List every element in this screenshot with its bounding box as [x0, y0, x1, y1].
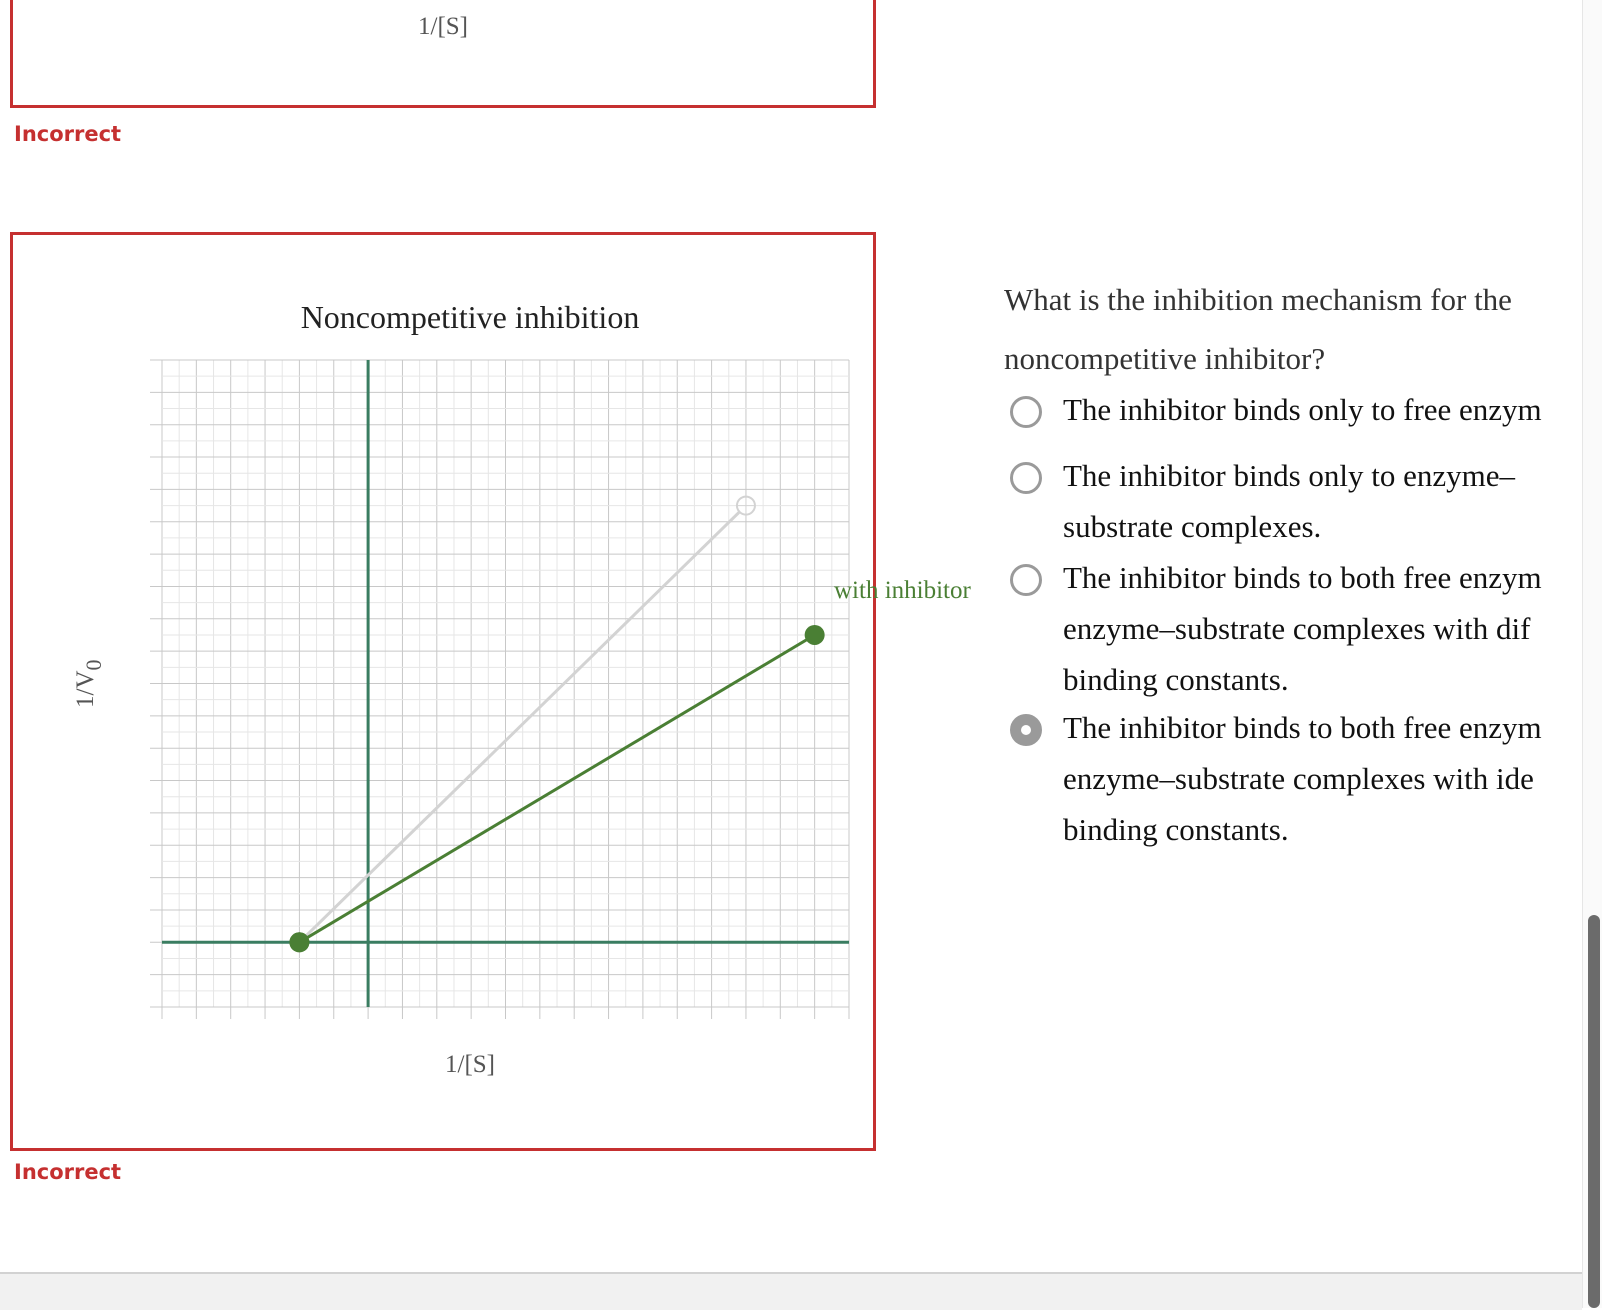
question-prompt-line-2: noncompetitive inhibitor?: [1004, 341, 1326, 376]
scrollbar-thumb[interactable]: [1588, 915, 1600, 1308]
y-axis-label: [72, 660, 106, 709]
svg-text:1/V0: [72, 660, 106, 709]
answer-option-text: substrate complexes.: [1063, 509, 1322, 544]
answer-option-text: The inhibitor binds to both free enzym: [1063, 560, 1542, 595]
data-point-handle[interactable]: [805, 625, 825, 645]
answer-option-text: The inhibitor binds only to enzyme–: [1063, 458, 1516, 493]
main-graph-status: Incorrect: [14, 1160, 122, 1184]
top-graph-status: Incorrect: [14, 122, 122, 146]
answer-option-text: enzyme–substrate complexes with ide: [1063, 761, 1534, 796]
answer-option-text: enzyme–substrate complexes with dif: [1063, 611, 1531, 646]
chart-title: Noncompetitive inhibition: [300, 299, 640, 335]
answer-option-text: binding constants.: [1063, 812, 1289, 847]
series-label-with-inhibitor: with inhibitor: [834, 577, 971, 604]
x-axis-label: 1/[S]: [445, 1051, 495, 1078]
radio-button[interactable]: [1010, 564, 1042, 596]
y-axis-label-sub: 0: [81, 659, 106, 671]
answer-option-text: The inhibitor binds to both free enzym: [1063, 710, 1542, 745]
answer-options: [1004, 0, 1594, 1308]
answer-option-text: The inhibitor binds only to free enzym: [1063, 392, 1542, 427]
y-axis-label-main: 1/V: [72, 670, 99, 708]
question-prompt-line-1: What is the inhibition mechanism for the: [1004, 282, 1512, 317]
bottom-bar: [0, 1272, 1582, 1310]
x-intercept-handle[interactable]: [289, 932, 309, 952]
answer-option-text: binding constants.: [1063, 662, 1289, 697]
radio-button[interactable]: [1010, 396, 1042, 428]
radio-button-selected[interactable]: [1010, 714, 1042, 746]
top-graph-x-axis-label: 1/[S]: [418, 13, 468, 40]
radio-button[interactable]: [1010, 462, 1042, 494]
grid: [150, 360, 849, 1019]
